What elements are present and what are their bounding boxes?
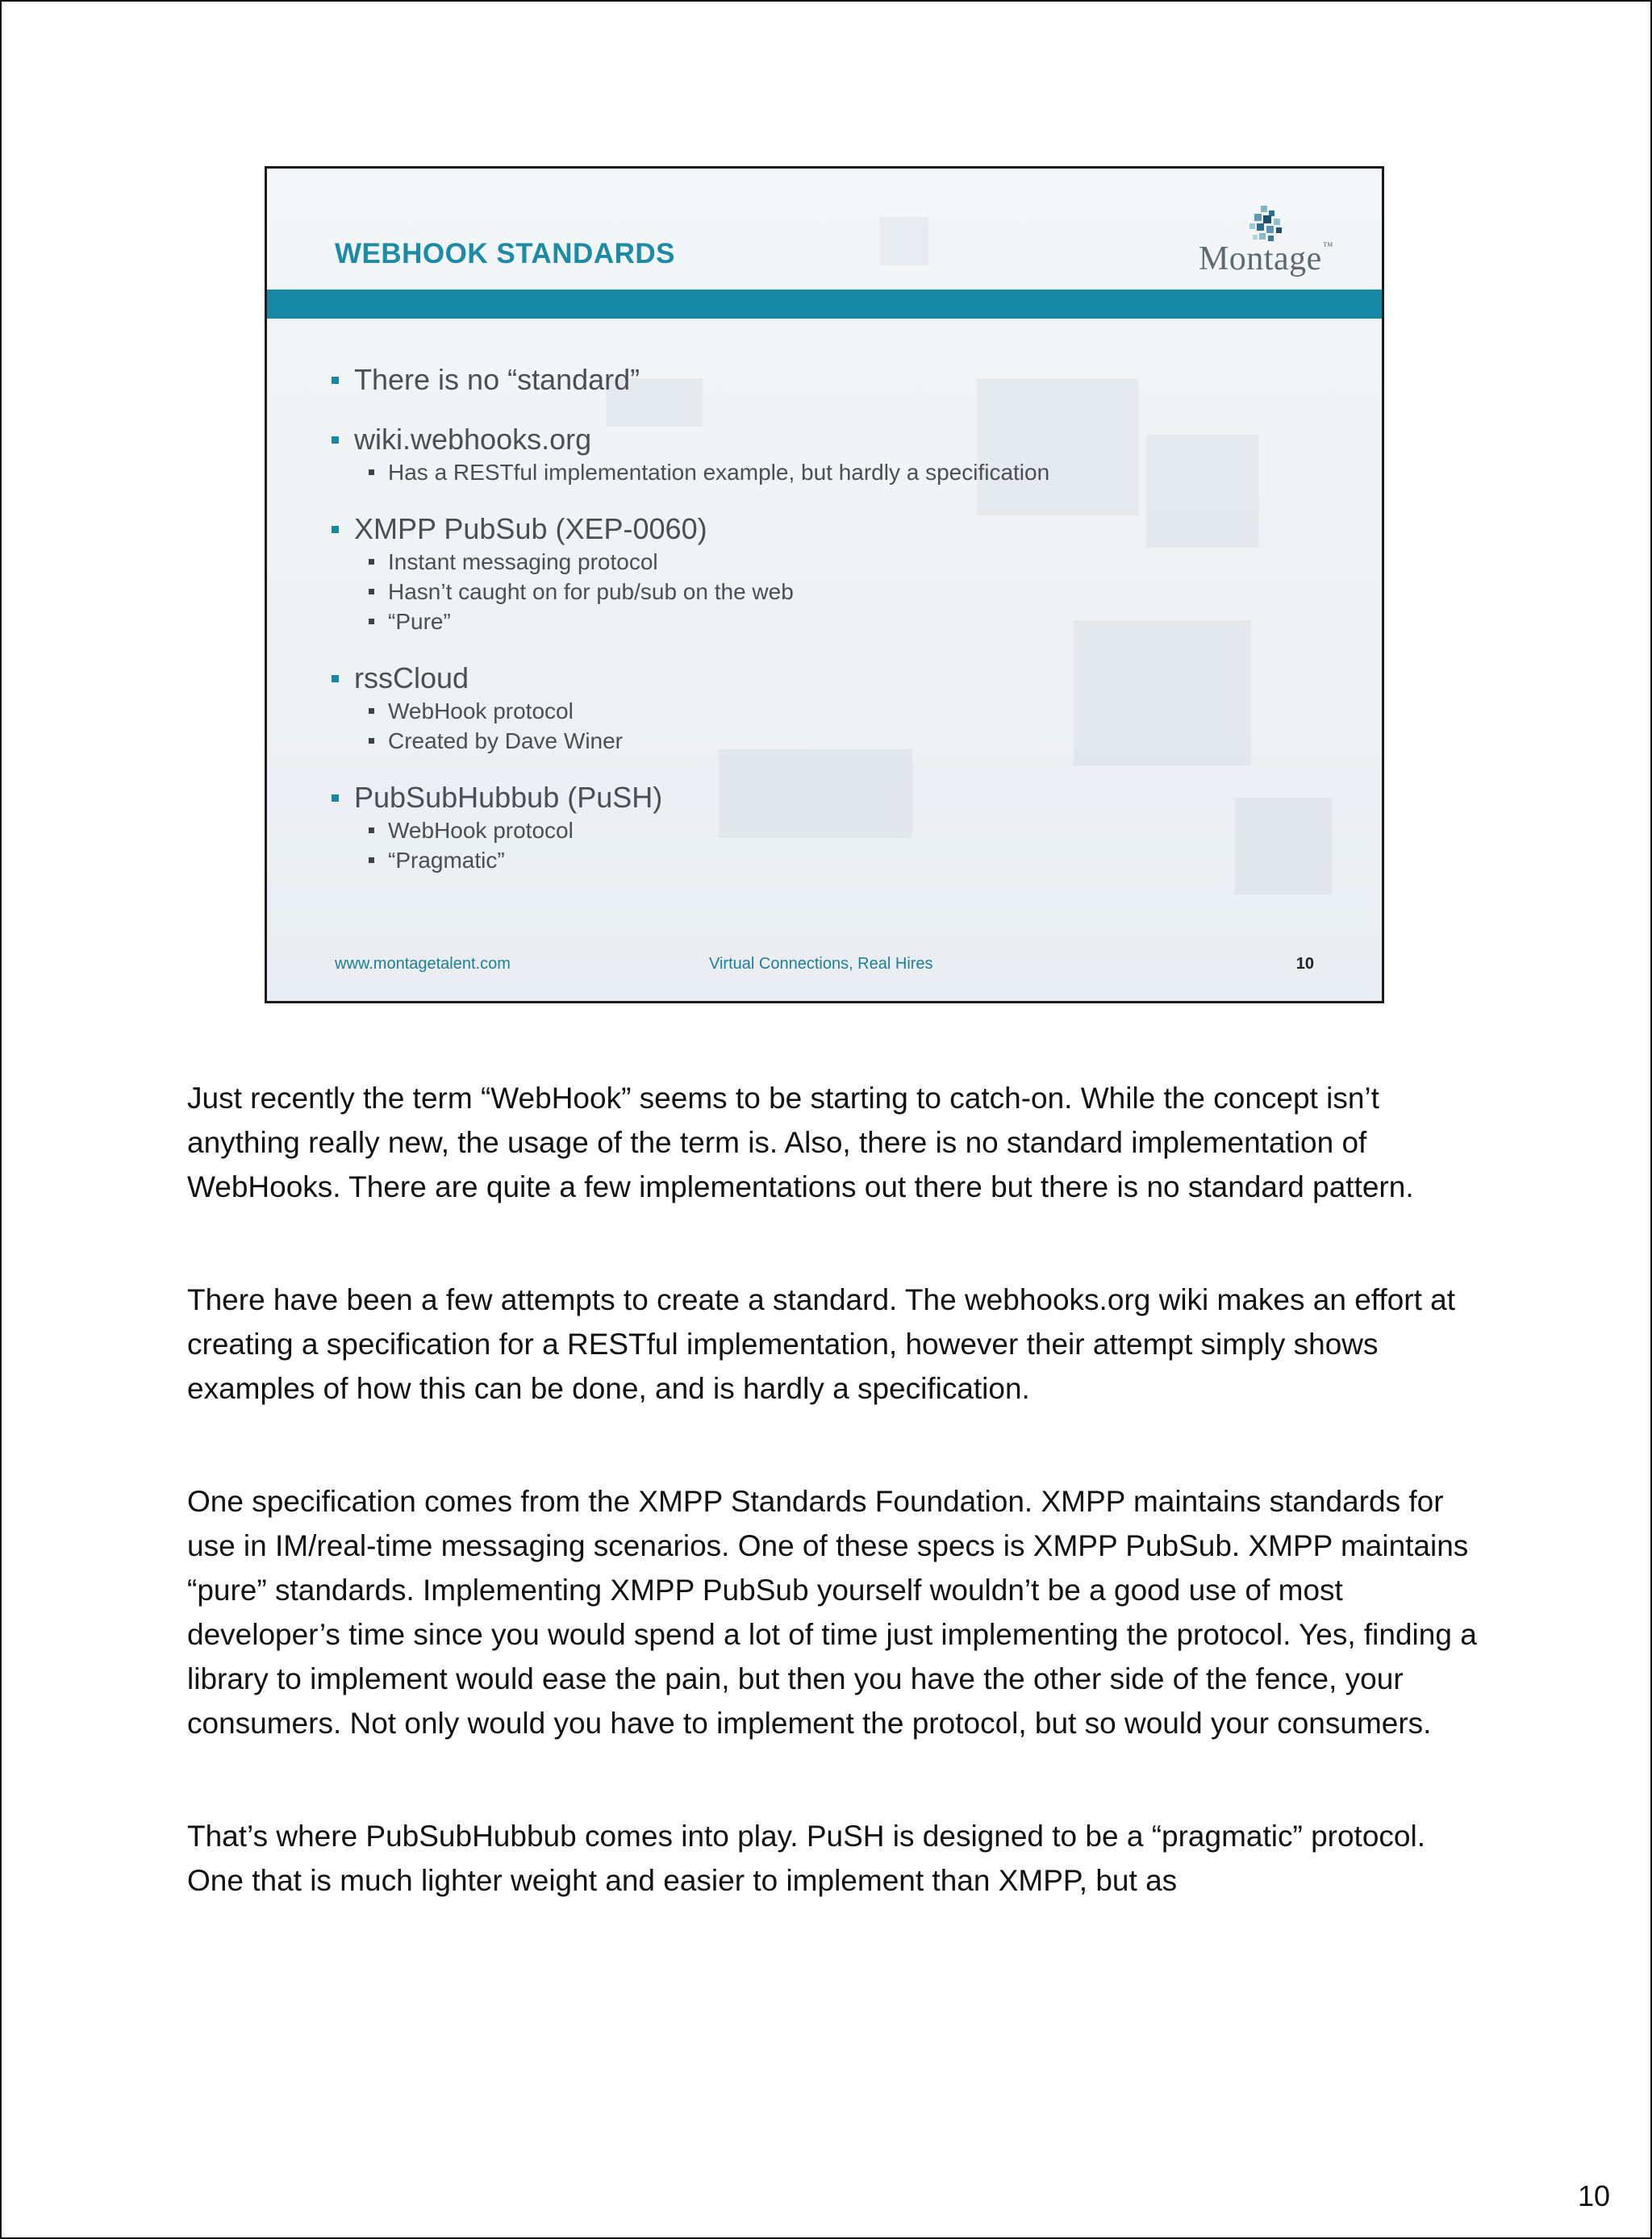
bullet-group (332, 780, 1332, 875)
bullet-item: rssCloud (332, 661, 1332, 696)
montage-logo (1172, 198, 1333, 278)
sub-bullet-item: Hasn’t caught on for pub/sub on the web (332, 577, 1332, 607)
slide-decor (880, 217, 928, 265)
page-number: 10 (1577, 2179, 1610, 2212)
sub-bullet-item: “Pure” (332, 607, 1332, 636)
bullet-group (332, 661, 1332, 756)
sub-bullet-item: Created by Dave Winer (332, 726, 1332, 756)
sub-bullet-item: WebHook protocol (332, 696, 1332, 726)
notes-paragraph: One specification comes from the XMPP Standards Foundation. XMPP maintains standards for use in IM/real-time messaging scenarios. One of these specs is XMPP PubSub. XMPP maintains “pure” standards. Implementing XMPP PubSub yourself wouldn’t be a good use of most developer’s time since you would spend a lot of time just implementing the protocol. Yes, finding a library to implement would ease the pain, but then you have the other side of the fence, your consumers. Not only would you have to implement the protocol, but so would your consumers. (187, 1485, 1477, 1740)
sub-bullet-item: “Pragmatic” (332, 845, 1332, 875)
notes-paragraph: That’s where PubSubHubbub comes into play. PuSH is designed to be a “pragmatic” protocol. One that is much lighter weight and easier to implement than XMPP, but as (187, 1820, 1425, 1897)
slide-title: WEBHOOK STANDARDS (335, 238, 676, 269)
speaker-notes (187, 1076, 1478, 1971)
sub-bullet-item: Instant messaging protocol (332, 547, 1332, 577)
sub-bullet-item: Has a RESTful implementation example, but hardly a specification (332, 457, 1332, 487)
footer-website: www.montagetalent.com (335, 955, 511, 973)
bullet-item: There is no “standard” (332, 362, 1332, 398)
bullet-item: PubSubHubbub (PuSH) (332, 780, 1332, 815)
title-divider-band (267, 290, 1382, 319)
logo-wordmark: Montage™ (1198, 240, 1333, 277)
sub-bullet-item: WebHook protocol (332, 815, 1332, 845)
notes-paragraph: There have been a few attempts to create a standard. The webhooks.org wiki makes an effort at creating a specification for a RESTful implementation, however their attempt simply shows examples of how this can be done, and is hardly a specification. (187, 1283, 1456, 1405)
bullet-group (332, 511, 1332, 636)
bullet-item: wiki.webhooks.org (332, 422, 1332, 457)
notes-paragraph: Just recently the term “WebHook” seems to be starting to catch-on. While the concept isn’t anything really new, the usage of the term is. Also, there is no standard implementation of WebHooks. There are quite a few implementations out there but there is no standard pattern. (187, 1082, 1414, 1203)
bullet-group (332, 362, 1332, 398)
slide-bullet-list (332, 362, 1332, 899)
slide (265, 166, 1384, 1003)
slide-number: 10 (1295, 955, 1314, 973)
footer-tagline: Virtual Connections, Real Hires (709, 955, 933, 973)
bullet-group (332, 422, 1332, 487)
bullet-item: XMPP PubSub (XEP-0060) (332, 511, 1332, 547)
